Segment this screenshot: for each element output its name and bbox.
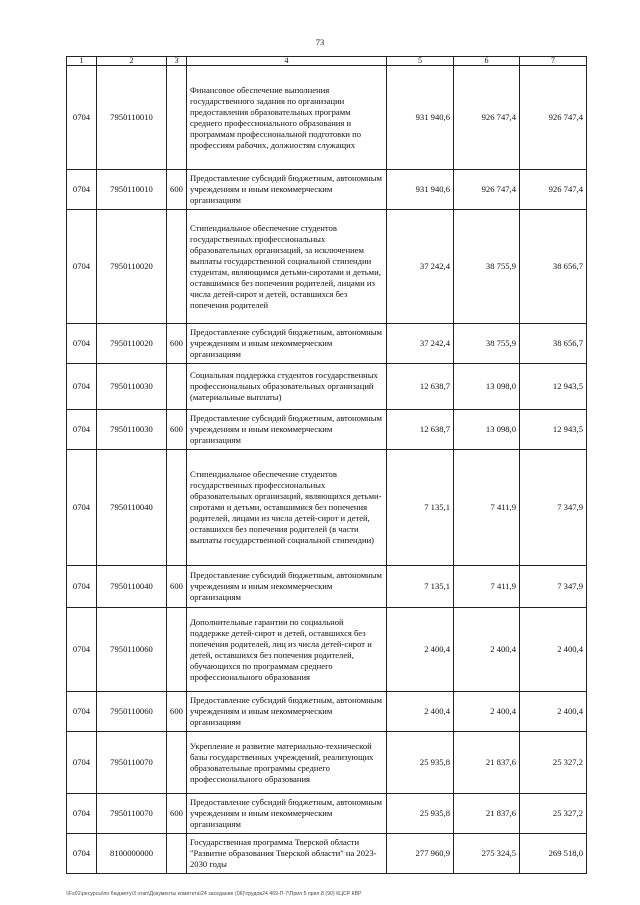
column-header: 2 [97, 57, 167, 66]
table-row [67, 450, 587, 566]
section-code: 0704 [67, 324, 97, 364]
target-article-code: 7950110040 [97, 566, 167, 608]
amount-2026: 926 747,4 [520, 66, 587, 170]
amount-2024: 931 940,6 [387, 170, 454, 210]
budget-table [66, 56, 587, 874]
file-path-footer: \\Fs01\ресурсы\по бюджету\3 этап\Документы комитета\24 заседание (06)\трудов24 469-П-7\Прил 5 прил.8 (90) КЦСР КВР [66, 891, 362, 897]
item-name: Предоставление субсидий бюджетным, автономным учреждениям и иным некоммерческим организациям [187, 794, 387, 834]
item-name: Стипендиальное обеспечение студентов государственных профессиональных образовательных организаций, за исключением выплаты государственной социальной стипендии студентам, являющимся детьми-сиротами и детьми, оставшимися без попечения родителей, лицами из числа детей-сирот и детей, оставшихся без попечения родителей [187, 210, 387, 324]
amount-2024: 2 400,4 [387, 692, 454, 732]
target-article-code: 7950110010 [97, 170, 167, 210]
expense-type-code: 600 [167, 692, 187, 732]
target-article-code: 7950110030 [97, 364, 167, 410]
amount-2025: 7 411,9 [454, 566, 520, 608]
section-code: 0704 [67, 732, 97, 794]
item-name: Предоставление субсидий бюджетным, автономным учреждениям и иным некоммерческим организациям [187, 692, 387, 732]
amount-2026: 2 400,4 [520, 608, 587, 692]
amount-2026: 12 943,5 [520, 410, 587, 450]
column-header: 6 [454, 57, 520, 66]
amount-2026: 926 747,4 [520, 170, 587, 210]
amount-2026: 7 347,9 [520, 450, 587, 566]
table-row [67, 732, 587, 794]
section-code: 0704 [67, 794, 97, 834]
amount-2025: 2 400,4 [454, 608, 520, 692]
item-name: Государственная программа Тверской области "Развитие образования Тверской области" на 2023-2030 годы [187, 834, 387, 874]
table-row [67, 210, 587, 324]
amount-2026: 269 518,0 [520, 834, 587, 874]
amount-2026: 12 943,5 [520, 364, 587, 410]
column-header: 4 [187, 57, 387, 66]
expense-type-code: 600 [167, 324, 187, 364]
item-name: Предоставление субсидий бюджетным, автономным учреждениям и иным некоммерческим организациям [187, 324, 387, 364]
target-article-code: 7950110020 [97, 210, 167, 324]
amount-2025: 926 747,4 [454, 170, 520, 210]
section-code: 0704 [67, 364, 97, 410]
column-number-row [67, 57, 587, 66]
item-name: Финансовое обеспечение выполнения государственного задания по организации предоставления образовательных программ среднего профессионального образования и программам профессиональной подготовки по профессиям рабочих, должностям служащих [187, 66, 387, 170]
amount-2026: 25 327,2 [520, 794, 587, 834]
expense-type-code: 600 [167, 794, 187, 834]
expense-type-code [167, 210, 187, 324]
section-code: 0704 [67, 66, 97, 170]
expense-type-code [167, 450, 187, 566]
amount-2025: 13 098,0 [454, 364, 520, 410]
amount-2024: 25 935,8 [387, 732, 454, 794]
page-number: 73 [315, 37, 325, 47]
expense-type-code [167, 834, 187, 874]
column-header: 5 [387, 57, 454, 66]
table-row [67, 692, 587, 732]
target-article-code: 7950110060 [97, 692, 167, 732]
expense-type-code: 600 [167, 170, 187, 210]
amount-2025: 21 837,6 [454, 794, 520, 834]
expense-type-code: 600 [167, 566, 187, 608]
amount-2024: 12 638,7 [387, 410, 454, 450]
table-row [67, 66, 587, 170]
item-name: Социальная поддержка студентов государственных профессиональных образовательных организаций (материальные выплаты) [187, 364, 387, 410]
section-code: 0704 [67, 410, 97, 450]
table-row [67, 324, 587, 364]
amount-2024: 37 242,4 [387, 324, 454, 364]
table-row [67, 170, 587, 210]
expense-type-code: 600 [167, 410, 187, 450]
target-article-code: 7950110070 [97, 794, 167, 834]
table-row [67, 794, 587, 834]
expense-type-code [167, 732, 187, 794]
section-code: 0704 [67, 170, 97, 210]
section-code: 0704 [67, 210, 97, 324]
amount-2026: 38 656,7 [520, 210, 587, 324]
item-name: Стипендиальное обеспечение студентов государственных профессиональных образовательных организаций, являющихся детьми-сиротами и детьми, оставшимися без попечения родителей, лицами из числа детей-сирот и детей, оставшихся без попечения родителей (в части выплаты государственной социальной стипендии) [187, 450, 387, 566]
item-name: Укрепление и развитие материально-технической базы государственных учреждений, реализующих образовательные программы среднего профессионального образования [187, 732, 387, 794]
amount-2025: 2 400,4 [454, 692, 520, 732]
section-code: 0704 [67, 566, 97, 608]
amount-2026: 38 656,7 [520, 324, 587, 364]
section-code: 0704 [67, 608, 97, 692]
table-row [67, 608, 587, 692]
column-header: 1 [67, 57, 97, 66]
target-article-code: 7950110070 [97, 732, 167, 794]
amount-2025: 275 324,5 [454, 834, 520, 874]
item-name: Предоставление субсидий бюджетным, автономным учреждениям и иным некоммерческим организациям [187, 566, 387, 608]
table-row [67, 566, 587, 608]
item-name: Предоставление субсидий бюджетным, автономным учреждениям и иным некоммерческим организациям [187, 170, 387, 210]
amount-2025: 13 098,0 [454, 410, 520, 450]
amount-2026: 25 327,2 [520, 732, 587, 794]
section-code: 0704 [67, 450, 97, 566]
amount-2026: 7 347,9 [520, 566, 587, 608]
item-name: Дополнительные гарантии по социальной поддержке детей-сирот и детей, оставшихся без попечения родителей, лиц из числа детей-сирот и детей, оставшихся без попечения родителей, обучающихся по программам среднего профессионального образования [187, 608, 387, 692]
section-code: 0704 [67, 692, 97, 732]
target-article-code: 8100000000 [97, 834, 167, 874]
target-article-code: 7950110020 [97, 324, 167, 364]
table-row [67, 364, 587, 410]
target-article-code: 7950110030 [97, 410, 167, 450]
expense-type-code [167, 608, 187, 692]
amount-2025: 38 755,9 [454, 210, 520, 324]
column-header: 3 [167, 57, 187, 66]
amount-2025: 926 747,4 [454, 66, 520, 170]
amount-2024: 931 940,6 [387, 66, 454, 170]
expense-type-code [167, 364, 187, 410]
table-row [67, 410, 587, 450]
amount-2026: 2 400,4 [520, 692, 587, 732]
amount-2025: 21 837,6 [454, 732, 520, 794]
amount-2024: 7 135,1 [387, 566, 454, 608]
amount-2025: 7 411,9 [454, 450, 520, 566]
section-code: 0704 [67, 834, 97, 874]
amount-2025: 38 755,9 [454, 324, 520, 364]
amount-2024: 25 935,8 [387, 794, 454, 834]
amount-2024: 37 242,4 [387, 210, 454, 324]
target-article-code: 7950110010 [97, 66, 167, 170]
amount-2024: 277 960,9 [387, 834, 454, 874]
amount-2024: 12 638,7 [387, 364, 454, 410]
column-header: 7 [520, 57, 587, 66]
expense-type-code [167, 66, 187, 170]
target-article-code: 7950110060 [97, 608, 167, 692]
target-article-code: 7950110040 [97, 450, 167, 566]
amount-2024: 2 400,4 [387, 608, 454, 692]
table-row [67, 834, 587, 874]
amount-2024: 7 135,1 [387, 450, 454, 566]
item-name: Предоставление субсидий бюджетным, автономным учреждениям и иным некоммерческим организациям [187, 410, 387, 450]
